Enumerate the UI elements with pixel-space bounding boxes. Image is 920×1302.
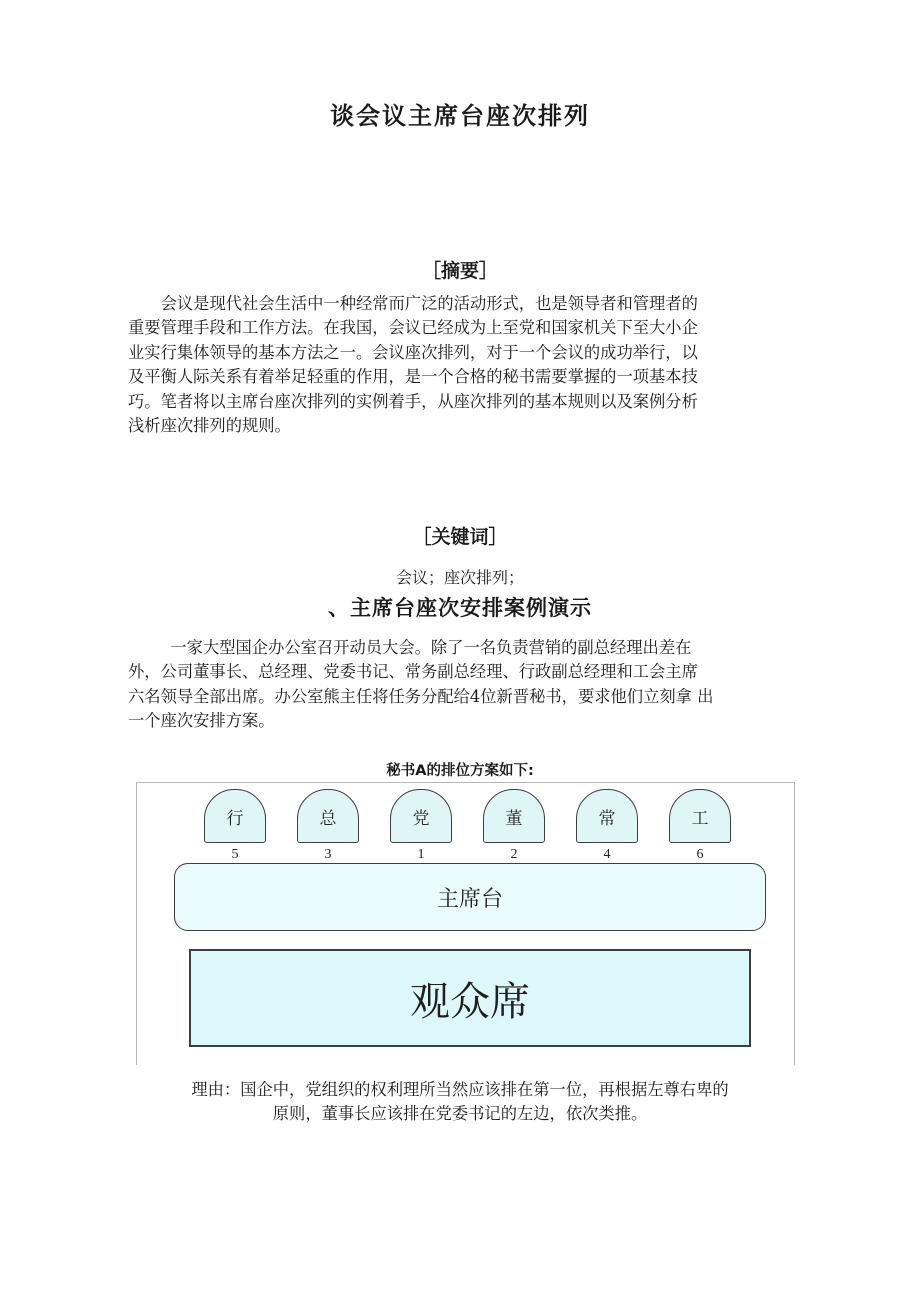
abstract-line: 业实行集体领导的基本方法之一。会议座次排列，对于一个会议的成功举行，以 [128, 342, 698, 362]
seating-diagram [136, 782, 795, 1065]
case-line: 一个座次安排方案。 [128, 711, 275, 731]
figure-caption: 秘书A的排位方案如下: [386, 763, 534, 779]
case-paragraph [128, 636, 793, 734]
keywords-text: 会议；座次排列； [395, 568, 524, 587]
document-title: 谈会议主席台座次排列 [330, 102, 590, 130]
seat [669, 789, 731, 863]
seat-row [137, 789, 794, 869]
section-heading: 、主席台座次安排案例演示 [328, 596, 592, 620]
abstract-heading: ［摘要］ [421, 260, 498, 282]
podium: 主席台 [174, 863, 766, 931]
abstract-line: 巧。笔者将以主席台座次排列的实例着手，从座次排列的基本规则以及案例分析 [128, 391, 698, 411]
seat-order: 2 [510, 847, 518, 862]
seat-order: 3 [324, 847, 332, 862]
seat-label: 常 [576, 789, 638, 843]
abstract-line: 重要管理手段和工作方法。在我国，会议已经成为上至党和国家机关下至大小企 [128, 318, 698, 338]
seat-label: 工 [669, 789, 731, 843]
abstract-line: 浅析座次排列的规则。 [128, 416, 291, 436]
seat-order: 4 [603, 847, 611, 862]
keywords-heading: ［关键词］ [412, 526, 508, 548]
abstract-line: 及平衡人际关系有着举足轻重的作用，是一个合格的秘书需要掌握的一项基本技 [128, 367, 698, 387]
seat-order: 1 [417, 847, 425, 862]
seat-order: 6 [696, 847, 704, 862]
reason-line: 原则，董事长应该排在党委书记的左边，依次类推。 [272, 1104, 648, 1124]
seat-label: 党 [390, 789, 452, 843]
abstract-line: 会议是现代社会生活中一种经常而广泛的活动形式，也是领导者和管理者的 [160, 294, 698, 313]
seat [204, 789, 266, 863]
abstract-paragraph [128, 292, 793, 438]
seat-order: 5 [231, 847, 239, 862]
seat [297, 789, 359, 863]
case-line: 六名领导全部出席。办公室熊主任将任务分配给4位新晋秘书，要求他们立刻拿 出 [128, 686, 714, 706]
case-line: 外，公司董事长、总经理、党委书记、常务副总经理、行政副总经理和工会主席 [128, 662, 698, 682]
reason-paragraph [0, 1078, 920, 1127]
seat-label: 行 [204, 789, 266, 843]
audience-area: 观众席 [189, 949, 751, 1047]
seat-label: 董 [483, 789, 545, 843]
seat [390, 789, 452, 863]
seat-label: 总 [297, 789, 359, 843]
reason-line: 理由：国企中，党组织的权利理所当然应该排在第一位，再根据左尊右卑的 [191, 1080, 729, 1099]
seat [576, 789, 638, 863]
case-line: 一家大型国企办公室召开动员大会。除了一名负责营销的副总经理出差在 [170, 638, 692, 657]
seat [483, 789, 545, 863]
